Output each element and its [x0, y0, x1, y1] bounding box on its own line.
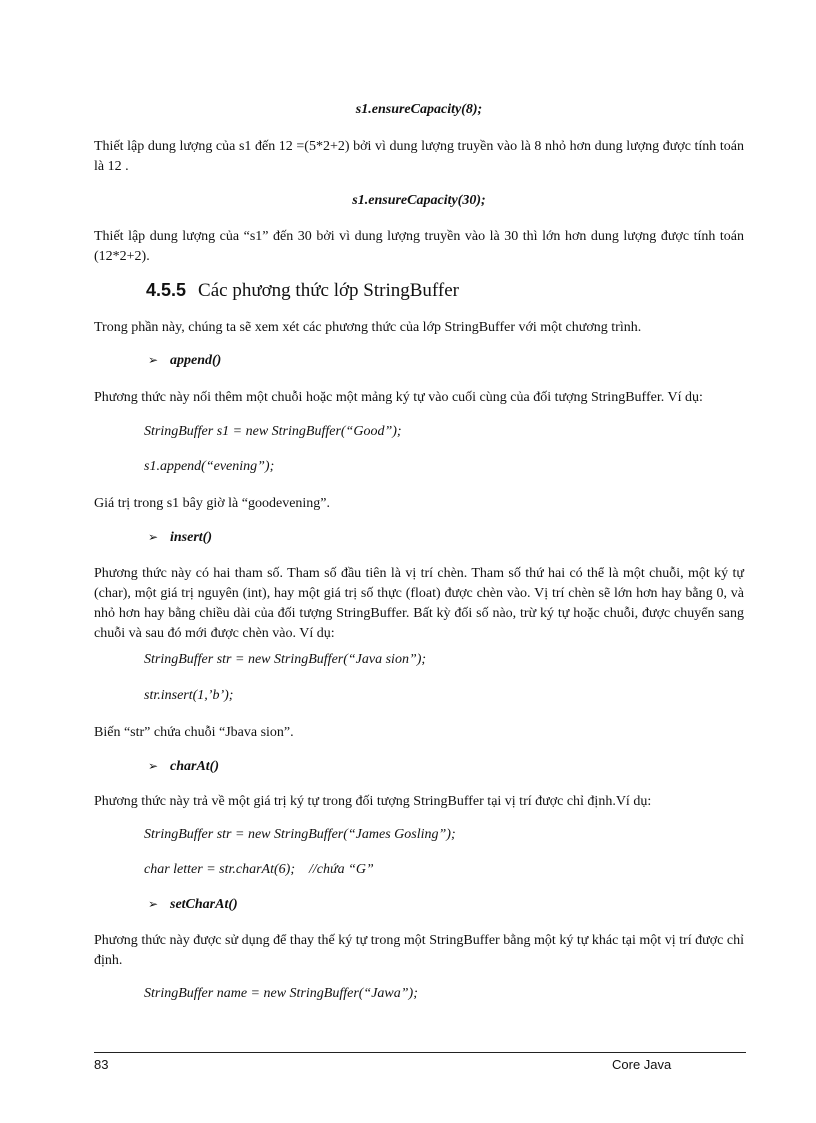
section-intro: Trong phần này, chúng ta sẽ xem xét các phương thức của lớp StringBuffer với một chương trình. [94, 320, 642, 335]
insert-result: Biến “str” chứa chuỗi “Jbava sion”. [94, 725, 294, 740]
method-heading-append [148, 353, 222, 369]
insert-code-line-1: StringBuffer str = new StringBuffer(“Java sion”); [144, 652, 427, 667]
section-number: 4.5.5 [146, 280, 187, 300]
code-line-ensure-capacity-8: s1.ensureCapacity(8); [355, 102, 483, 117]
paragraph-capacity-12: Thiết lập dung lượng của s1 đến 12 =(5*2+2) bởi vì dung lượng truyền vào là 8 nhỏ hơn dung lượng được tính toán là 12 . [94, 139, 744, 174]
bullet-arrow-icon: ➢ [148, 353, 159, 367]
setcharat-description: Phương thức này được sử dụng để thay thế ký tự trong một StringBuffer bằng một ký tự khác tại một vị trí được chỉ định. [94, 933, 744, 968]
charat-code-line-2: char letter = str.charAt(6); //chứa “G” [144, 862, 374, 877]
charat-description: Phương thức này trả về một giá trị ký tự trong đối tượng StringBuffer tại vị trí được chỉ định.Ví dụ: [94, 794, 652, 809]
bullet-arrow-icon: ➢ [148, 530, 159, 544]
insert-code-line-2: str.insert(1,’b’); [144, 688, 234, 703]
method-heading-charat [148, 759, 219, 775]
method-name: insert() [170, 530, 212, 545]
setcharat-code-line-1: StringBuffer name = new StringBuffer(“Jawa”); [144, 986, 418, 1001]
method-name: setCharAt() [170, 897, 238, 912]
method-name: charAt() [170, 759, 219, 774]
footer-divider [94, 1052, 746, 1053]
page-number: 83 [94, 1057, 109, 1072]
method-heading-insert [148, 530, 212, 546]
section-title: Các phương thức lớp StringBuffer [198, 280, 459, 301]
append-description: Phương thức này nối thêm một chuỗi hoặc một mảng ký tự vào cuối cùng của đối tượng StringBuffer. Ví dụ: [94, 390, 703, 405]
section-heading [146, 280, 459, 302]
method-heading-setcharat [148, 897, 238, 913]
insert-description: Phương thức này có hai tham số. Tham số đầu tiên là vị trí chèn. Tham số thứ hai có thể là một chuỗi, một ký tự (char), một giá trị nguyên (int), hay một giá trị số thực (float) được chèn vào. Vị trí chèn sẽ lớn hơn hay bằng 0, và nhỏ hơn hay bằng chiều dài của đối tượng StringBuffer. Bất kỳ đối số nào, trừ ký tự hoặc chuỗi, được chuyển sang chuỗi và sau đó mới được chèn vào. Ví dụ: [94, 566, 744, 641]
append-code-line-2: s1.append(“evening”); [144, 459, 275, 474]
bullet-arrow-icon: ➢ [148, 897, 159, 911]
method-name: append() [170, 353, 222, 368]
footer-book-title: Core Java [612, 1057, 672, 1072]
code-line-ensure-capacity-30: s1.ensureCapacity(30); [352, 193, 486, 208]
paragraph-capacity-30: Thiết lập dung lượng của “s1” đến 30 bởi vì dung lượng truyền vào là 30 thì lớn hơn dung lượng được tính toán (12*2+2). [94, 229, 744, 264]
bullet-arrow-icon: ➢ [148, 759, 159, 773]
append-code-line-1: StringBuffer s1 = new StringBuffer(“Good”); [144, 424, 402, 439]
append-result: Giá trị trong s1 bây giờ là “goodevening”. [94, 496, 331, 511]
charat-code-line-1: StringBuffer str = new StringBuffer(“James Gosling”); [144, 827, 456, 842]
